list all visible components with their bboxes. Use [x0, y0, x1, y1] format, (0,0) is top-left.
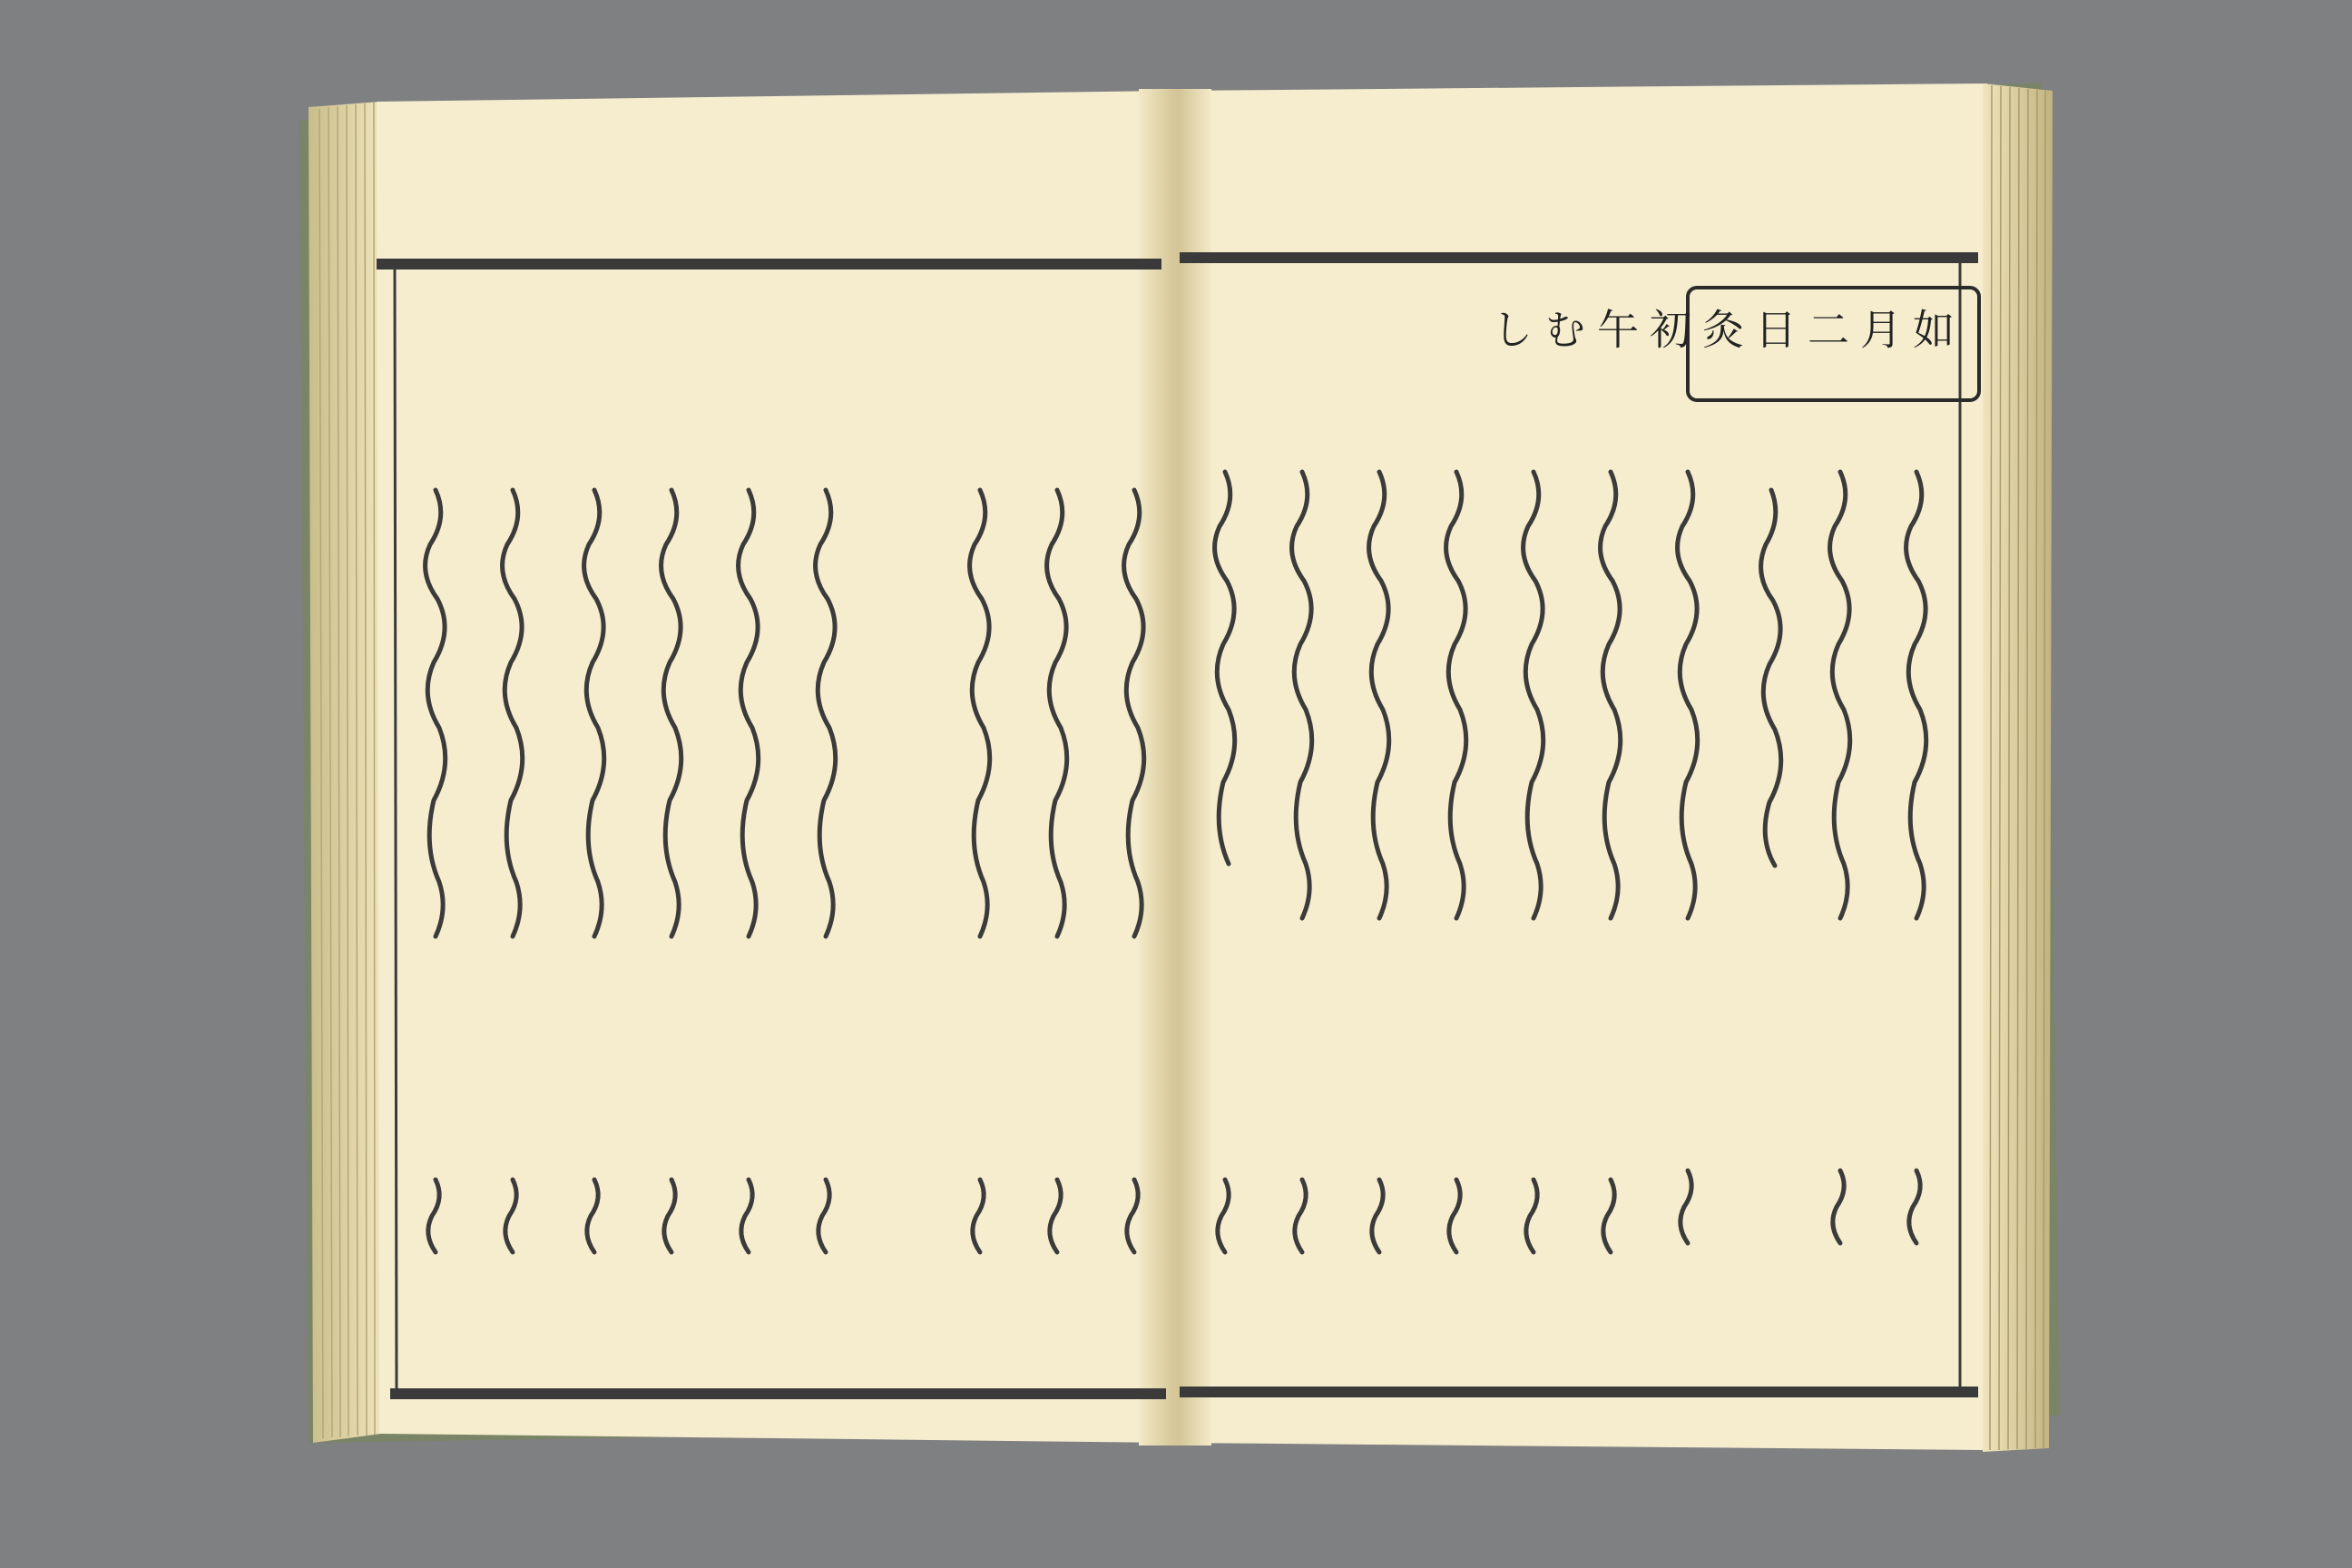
heading-line-3: 初午: [1591, 308, 1692, 351]
heading-line-4: むし: [1485, 308, 1587, 351]
heading-line-2: 二日灸: [1696, 308, 1850, 351]
heading-line-1: 如月: [1854, 308, 1955, 351]
left-frame: [395, 270, 397, 1388]
section-heading-box: [1485, 286, 1981, 402]
gutter-shadow: [1139, 89, 1211, 1446]
bottom-rules: [390, 1387, 1978, 1399]
